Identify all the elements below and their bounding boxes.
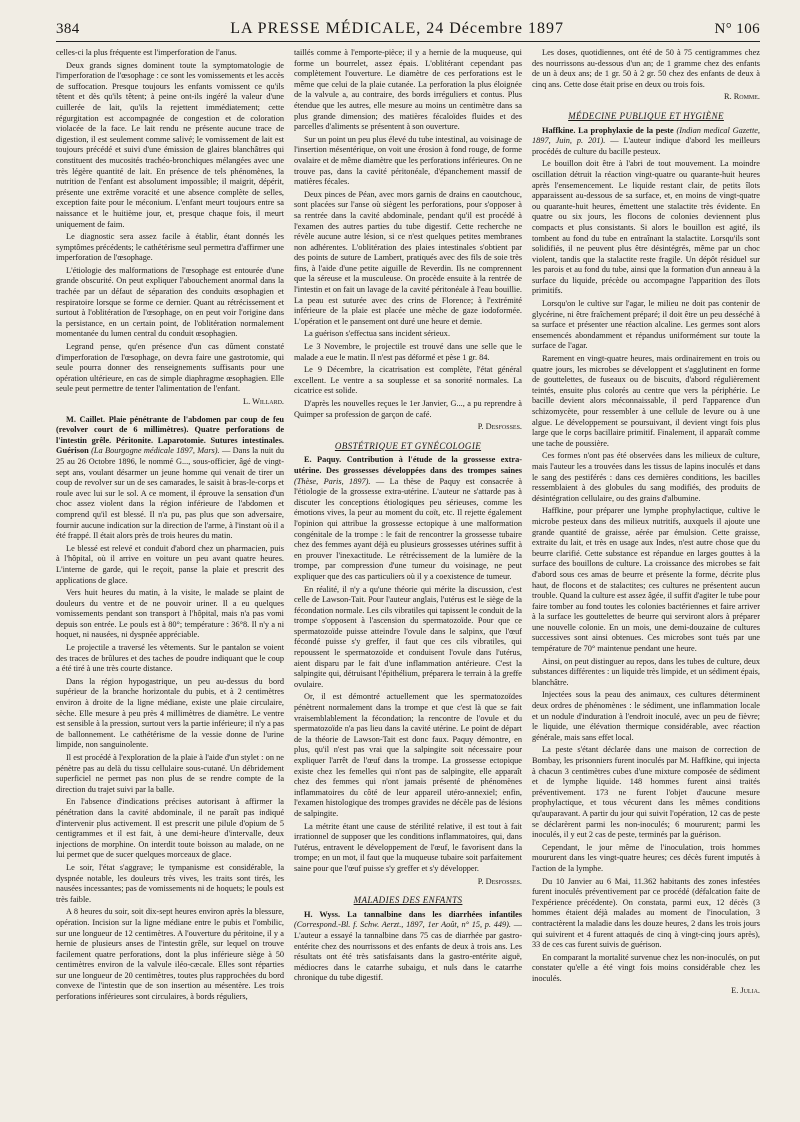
paragraph: Vers huit heures du matin, à la visite, le malade se plaint de douleurs du ventre et de ne pouvoir uriner. Il a eu quelques vomissements pendant son transport à l'hôpital, mais n'a pas vomi depuis son entrée. Le pouls est à 80°; température : 36°8. Il n'y a ni hoquet, ni nausées, ni dyspnée appréciable. — [56, 588, 284, 640]
article-text: — L'auteur a essayé la tannalbine dans 75 cas de diarrhée par gastro-entérite chez des nourrissons et des enfants de deux à trois ans. Les résultats ont été très satisfaisants dans la gastro-entérite aiguë, médiocres dans le catarrhe subaigu, et nuls dans le catarrhe chronique du tube digestif. — [294, 920, 522, 983]
article-text: — L'auteur indique d'abord les meilleurs procédés de culture du bacille pesteux. — [532, 136, 760, 156]
article-author: E. Paquy. — [304, 455, 342, 465]
paragraph: A 8 heures du soir, soit dix-sept heures environ après la blessure, opération. Incision sur la ligne médiane entre le pubis et l'ombilic, sur une longueur de 12 centimètres. A l'ouverture du péritoine, il y a hernie de plusieurs anses de l'intestin grêle, sur lequel on trouve facilement quatre perforations, dont la plus inférieure siège à 50 centimètres environ de la valvule iléo-cæcale. Elles sont réparties sur une longueur de 20 centimètres, toutes plus rapprochées du bord convexe de l'intestin que de son insertion au mésentère. Les trois perforations inférieures sont circulaires, à bords réguliers, — [56, 907, 284, 1002]
paragraph: Il est procédé à l'exploration de la plaie à l'aide d'un stylet : on ne pénètre pas au delà du tissu cellulaire sous-cutané. Un débridement superficiel ne permet pas non plus de se rendre compte de la direction du trajet suivi par la balle. — [56, 753, 284, 794]
column-1 — [56, 48, 284, 1108]
paragraph: En l'absence d'indications précises autorisant à affirmer la pénétration dans la cavité abdominale, il ne paraît pas indiqué d'intervenir plus activement. Il est prescrit une pilule d'opium de 5 centigrammes et il est fait, à une demi-heure d'intervalle, deux injections de morphine. On interdit toute boisson au malade, on ne lui permet que de sucer quelques morceaux de glace. — [56, 797, 284, 860]
paragraph: En comparant la mortalité survenue chez les non-inoculés, on put constater qu'elle a été vingt fois moins considérable chez les inoculés. — [532, 952, 760, 983]
article-citation: (La Bourgogne médicale 1897, Mars). — [91, 446, 220, 456]
article-wyss — [294, 910, 522, 984]
signature: E. Julia. — [731, 986, 760, 996]
paragraph: taillés comme à l'emporte-pièce; il y a hernie de la muqueuse, qui forme un bourrelet, assez épais. L'oblitérant cependant pas complètement l'ouverture. Le diamètre de ces perforations est le même que celui de la plaie cutanée. La perforation la plus éloignée de la valvule a, au contraire, des bords irréguliers et contus. Plus étendue que les autres, elle mesure au moins un centimètre dans sa plus grande dimension; des matières fécaloïdes fluides et des parcelles d'aliments se présentent à son ouverture. — [294, 48, 522, 132]
article-title: Plaie pénétrante de l'abdomen par coup de feu (revolver court de 6 millimètres). Quatre perforations de l'intestin grêle. Péritonite. Laparotomie. Sutures intestinales. Guérison — [56, 414, 284, 456]
paragraph: Le soir, l'état s'aggrave; le tympanisme est considérable, la dyspnée notable, les douleurs très vives, les traits sont tirés, les nausées incessantes; pas de vomissements ni de hoquets; le pouls est très faible. — [56, 862, 284, 904]
article-text: — La thèse de Paquy est consacrée à l'étiologie de la grossesse extra-utérine. L'auteur ne s'attarde pas à discuter les conceptions étiologiques peu sérieuses, comme les émotions vives, la peur au moment du coït, etc. Il rejette également l'opinion qui attribue la grossesse ectopique à une malformation congénitale de la trompe : le fait de rencontrer la grossesse tubaire chez des femmes ayant déjà eu plusieurs grossesses utérines suffit à en prouver l'inexactitude. Le rétrécissement de la lumière de la trompe, par compression d'une tumeur du voisinage, ne peut expliquer que des cas particuliers où il y a coexistence de tumeur. — [294, 476, 522, 581]
paragraph: Ces formes n'ont pas été observées dans les milieux de culture, mais l'auteur les a trouvées dans les tissus de lapins inoculés et dans le sang des pestiférés : dans ces dernières conditions, les bacilles ressemblaient à des globules du sang modifiés, des produits de désintégration cellulaire, ou des grains d'albumine. — [532, 451, 760, 503]
paragraph: Legrand pense, qu'en présence d'un cas dûment constaté d'imperforation de l'œsophage, on devra faire une gastrotomie, qui seule pourra donner des renseignements suffisants pour une opération ultérieure, en cas de simple diaphragme œsophagien. Elle seule peut permettre de tenter l'alimentation de l'enfant. — [56, 342, 284, 394]
page-header — [56, 20, 760, 42]
paragraph: celles-ci la plus fréquente est l'imperforation de l'anus. — [56, 48, 237, 57]
paragraph: Le blessé est relevé et conduit d'abord chez un pharmacien, puis à l'hôpital, où il arrive en voiture un peu avant quatre heures. L'interne de garde, qui le reçoit, panse la plaie et prescrit des applications de glace. — [56, 543, 284, 585]
paragraph: Le 9 Décembre, la cicatrisation est complète, l'état général excellent. Le ventre a sa souplesse et sa sonorité normales. La cicatrice est solide. — [294, 365, 522, 396]
signature: R. Romme. — [724, 92, 760, 102]
paragraph: Dans la région hypogastrique, un peu au-dessus du bord supérieur de la branche horizontale du pubis, et à 2 centimètres environ à droite de la ligne médiane, existe une plaie circulaire, sèche. Elle mesure à peu près 4 millimètres de diamètre. Le ventre est sensible à la pression, surtout vers la partie inférieure; il n'y a pas de ballonnement. Le cathétérisme de la vessie donne de l'urine limpide, non sanguinolente. — [56, 676, 284, 750]
issue-number: N° 106 — [714, 21, 760, 37]
paragraph: Les doses, quotidiennes, ont été de 50 à 75 centigrammes chez des nourrissons au-dessous d'un an; de 1 gramme chez des enfants de un à deux ans; de 1 gr. 50 à 2 gr. 50 chez des enfants de deux à cinq ans. Cette dose était prise en deux ou trois fois. — [532, 48, 760, 89]
paragraph: Le diagnostic sera assez facile à établir, étant donnés les symptômes précédents; le cathétérisme seul permettra d'affirmer une imperforation de l'œsophage. — [56, 232, 284, 263]
signature: P. Desfosses. — [477, 422, 522, 432]
article-title: La tannalbine dans les diarrhées infantiles — [347, 909, 522, 919]
paragraph: Sur un point un peu plus élevé du tube intestinal, au voisinage de l'insertion mésentérique, on voit une érosion à fond rouge, de forme ovalaire et de même diamètre que les perforations inférieures. On ne trouve pas, dans la cavité péritonéale, d'épanchement massif de matières fécales. — [294, 134, 522, 187]
article-citation: (Thèse, Paris, 1897). — [294, 476, 371, 486]
signature: L. Willard. — [243, 397, 284, 406]
text-columns — [56, 48, 760, 1108]
article-title: Contribution à l'étude de la grossesse extra-utérine. Des grossesses développées dans des trompes saines — [294, 455, 522, 475]
article-haffkine — [532, 126, 760, 158]
paragraph: Haffkine, pour préparer une lymphe prophylactique, cultive le microbe pesteux dans des milieux nutritifs, auxquels il ajoute une grande quantité de graisse, aérée par émulsion. Cette graisse, extraite du lait, et très en usage aux Indes, n'est autre chose que du beurre clarifié. Cette substance est répandue en larges gouttes à la surface des bouillons de culture. La croissance des microbes se fait d'abord sous ces amas de beurre et présente la forme, décrite plus haut, de flocons et de stalactites; ces cultures ne présentent aucun trouble. Quand la culture est assez âgée, il suffit d'agiter le tube pour faire tomber au fond toutes les colonies bactériennes et faire arriver à la surface les gouttelettes de beurre qui serviront alors à préparer une nouvelle colonie. En un mois, une demi-douzaine de cultures successives sont ainsi obtenues. Ces microbes sont tués par une température de 70° maintenue pendant une heure. — [532, 506, 760, 654]
column-2 — [294, 48, 522, 1108]
paragraph: Du 10 Janvier au 6 Mai, 11.362 habitants des zones infestées furent inoculés préventivement par ce procédé (défalcation faite de l'expérience précédente). On constata, parmi eux, 12 décès (3 hommes étaient déjà malades au moment de l'inoculation, 3 contractèrent la maladie dans les douze heures, 2 dans les trois jours qui suivirent et 4 furent attaqués de cinq à vingt-cinq jours après), 33 de ces cas furent suivis de guérison. — [532, 876, 760, 950]
article-citation: (Correspond.-Bl. f. Schw. Aerzt., 1897, 1er Août, n° 15, p. 449). — [294, 920, 511, 930]
page-number: 384 — [56, 21, 80, 37]
signature: P. Desfosses. — [477, 876, 522, 886]
paragraph: Or, il est démontré actuellement que les spermatozoïdes pénètrent normalement dans la trompe et que c'est là que se fait vraisemblablement la fécondation; la rencontre de l'ovule et du spermatozoïde n'a pas lieu dans la cavité utérine. Le point de départ de la théorie de Lawson-Tait est donc faux. Paquy démontre, en plus, qu'il n'est pas vrai que la salpingite soit nécessaire pour expliquer l'arrêt de l'œuf dans la trompe. La grossesse ectopique existe chez les femelles qui n'ont pas de salpingite, elle apparaît chez des femmes qui n'ont jamais présenté de phénomènes inflammatoires du côté de leur appareil utéro-annexiel; enfin, l'examen histologique des trompes gravides ne décèle pas de lésions de salpingite. — [294, 692, 522, 818]
paragraph: En réalité, il n'y a qu'une théorie qui mérite la discussion, c'est celle de Lawson-Tait. Pour l'auteur anglais, l'utérus est le siège de la fécondation normale. Les cils vibratiles qui tapissent le conduit de la trompe s'opposent à l'ascension du spermatozoïde. Pour que ce spermatozoïde puisse atteindre l'ovule dans le salpinx, que l'œuf fécondé puisse s'y greffer, il faut que ces cils vibratiles, qui repoussent le spermatozoïde et conduisent l'ovule dans l'utérus, aient disparu par le fait d'une inflammation antérieure. C'est la salpingite qui, détruisant l'épithélium, préparera le terrain à la greffe ovulaire. — [294, 584, 522, 689]
paragraph: Le bouillon doit être à l'abri de tout mouvement. La moindre oscillation détruit la réaction vingt-quatre ou quarante-huit heures après l'ensemencement. Le liquide restant clair, de petits îlots apparaissent au-dessous de sa surface, et, en moins de vingt-quatre ou quarante-huit heures, émettent une stalactite très évidente. En quatre ou six jours, les flocons de colonies deviennent plus compacts et plus consistants. Si alors le bouillon est agité, ils tombent au fond du tube en entraînant la stalactite. Lorsqu'ils sont solidifiés, il ne peuvent plus être désintégrés, même par un choc violent, tandis que la stalactite reste fragile. Un dépôt résiduel sur les parois et au fond du tube, ainsi que la formation d'un anneau à la surface du liquide, précède ou accompagne l'apparition des îlots primitifs. — [532, 159, 760, 296]
paragraph: Le projectile a traversé les vêtements. Sur le pantalon se voient des traces de brûlures et des taches de poudre indiquant que le coup a été tiré à une très courte distance. — [56, 643, 284, 674]
journal-title: LA PRESSE MÉDICALE, 24 Décembre 1897 — [230, 20, 564, 37]
section-heading: MÉDECINE PUBLIQUE ET HYGIÈNE — [568, 110, 724, 121]
paragraph: Lorsqu'on le cultive sur l'agar, le milieu ne doit pas contenir de glycérine, ni être fraîchement préparé; il doit être un peu desséché à sa surface et présenter une réaction alcaline. Les germes sont alors ensemencés abondamment et répandus uniformément sur toute la surface de l'agar. — [532, 299, 760, 351]
paragraph: La métrite étant une cause de stérilité relative, il est tout à fait irrationnel de supposer que les conditions inflammatoires, qui, dans l'utérus, entravent le développement de l'œuf, le favorisent dans la trompe; en un mot, il faut que la muqueuse tubaire soit parfaitement saine pour que l'œuf puisse s'y greffer et s'y développer. — [294, 821, 522, 873]
section-heading: MALADIES DES ENFANTS — [353, 895, 463, 906]
article-caillet — [56, 415, 284, 542]
paragraph: Rarement en vingt-quatre heures, mais ordinairement en trois ou quatre jours, les microbes se développent et s'agglutinent en forme de gouttelettes, de fuseaux ou de biscuits, d'abord régulièrement teintés, ensuite plus colorés au centre que vers la périphérie. Le bacille devient alors méconnaissable, il perd l'apparence d'un schizomycète, pour ressembler à une cellule de levure ou à une algue. Le développement se poursuivant, il devient vingt fois plus large que le corps bacillaire primitif. Finalement, il apparaît comme une tache de poussière. — [532, 354, 760, 448]
section-heading: OBSTÉTRIQUE ET GYNÉCOLOGIE — [334, 440, 482, 451]
article-paquy — [294, 455, 522, 582]
paragraph: Cependant, le jour même de l'inoculation, trois hommes moururent dans les vingt-quatre heures; ces décès furent imputés à l'action de la lymphe. — [532, 842, 760, 873]
paragraph: L'étiologie des malformations de l'œsophage est entourée d'une grande obscurité. On peut expliquer l'abouchement anormal dans la trachée par un défaut de séparation des conduits œsophagien et respiratoire lorsque se forme ce dernier. Quant au rétrécissement et surtout à l'oblitération de l'œsophage, on en peut voir l'origine dans la persistance, en un certain point, de l'oblitération normalement momentanée du lumen central du conduit œsophagien. — [56, 265, 284, 339]
article-title: La prophylaxie de la peste — [578, 125, 674, 135]
article-author: H. Wyss. — [304, 909, 341, 919]
paragraph: Injectées sous la peau des animaux, ces cultures déterminent deux ordres de phénomènes : le sédiment, une inflammation locale et un nodule d'induration à l'endroit inoculé, avec un peu de fièvre; le liquide, une élévation thermique considérable, avec réaction générale, mais sans effet local. — [532, 690, 760, 742]
paragraph: Ainsi, on peut distinguer au repos, dans les tubes de culture, deux substances différentes : un liquide très limpide, et un sédiment épais, blanchâtre. — [532, 656, 760, 687]
paragraph: Deux grands signes dominent toute la symptomatologie de l'imperforation de l'œsophage : ce sont les vomissements et les accès de suffocation. Presque toujours les enfants vomissent ce qu'ils têtent et dès qu'ils têtent; à peine ont-ils ingéré la valeur d'une cuillerée de lait, qu'ils la rejettent immédiatement; cette régurgitation est accompagnée de congestion et de coloration violacée de la face. Le lait rendu ne présente aucune trace de digestion, il est seulement comme salivé; le vomissement de lait est toujours précédé et suivi d'une émission de glaires blanchâtres qui constituent des mucosités trachéo-bronchiques mélangées avec une très légère quantité de lait. En présence de tels phénomènes, la nutrition de l'enfant est absolument impossible; il maigrit, dépérit, présente une extrême voracité et une absence complète de selles, exception faite pour le méconium. L'enfant meurt toujours entre sa naissance et le huitième jour, et, presque chaque fois, il meurt uniquement de faim. — [56, 60, 284, 229]
article-author: M. Caillet. — [66, 414, 106, 424]
paragraph: La peste s'étant déclarée dans une maison de correction de Bombay, les prisonniers furent inoculés par M. Haffkine, qui injecta à chacun 3 centimètres cubes d'une mixture composée de sédiment et de lymphe liquide. 148 hommes furent ainsi traités préventivement. 173 ne furent l'objet d'aucune mesure prophylactique, et tous vécurent dans les mêmes conditions qu'auparavant. A partir du jour qui suivit l'opération, 12 cas de peste se déclarèrent parmi les non-inoculés; 6 moururent; parmi les inoculés, il y eut 2 cas de peste, terminés par la guérison. — [532, 745, 760, 840]
article-author: Haffkine. — [542, 125, 576, 135]
article-citation: (Indian medical Gazette, 1897, Juin, p. 201). — [532, 125, 760, 146]
paragraph: Le 3 Novembre, le projectile est trouvé dans une selle que le malade a eue le matin. Il n'est pas déformé et pèse 1 gr. 84. — [294, 342, 522, 362]
article-text: — Dans la nuit du 25 au 26 Octobre 1896, le nommé G..., sous-officier, âgé de vingt-sept ans, voulant désarmer un jeune homme qui venait de tirer un coup de revolver sur un de ses camarades, le saisit à bras-le-corps et roule avec lui sur le sol. A ce moment, il éprouve la sensation d'un choc assez violent dans la région inférieure de l'abdomen et comprend qu'il est blessé. Il n'a pu, pas plus que son adversaire, fournir aucune indication sur la direction de l'arme, à l'instant où il a été frappé. Il était alors près de trois heures du matin. — [56, 446, 284, 541]
column-3 — [532, 48, 760, 1108]
paragraph: La guérison s'effectua sans incident sérieux. — [304, 329, 451, 339]
paragraph: Deux pinces de Péan, avec mors garnis de drains en caoutchouc, sont placées sur l'anse où siègent les perforations, pour s'opposer à sa rentrée dans la cavité abdominale, pendant qu'il est procédé à l'examen des autres parties du tube digestif. Cette recherche ne révèle aucune autre lésion, si ce n'est quelques petites membranes non adhérentes. L'oblitération des plaies intestinales s'obtient par des points de suture de Lambert, pratiqués avec des fils de soie très fins, à l'aide d'une petite aiguille de Reverdin. Ils ne comprennent que la séreuse et la musculeuse. On procède ensuite à la rentrée de l'intestin et on fait un lavage de la cavité péritonéale à l'eau bouillie. La peau est suturée avec des crins de Florence; à l'extrémité inférieure de la plaie est placée une mèche de gaze iodoformée. L'opération et le pansement ont duré une heure et demie. — [294, 189, 522, 326]
paragraph: D'après les nouvelles reçues le 1er Janvier, G..., a pu reprendre à Quimper sa profession de garçon de café. — [294, 399, 522, 419]
